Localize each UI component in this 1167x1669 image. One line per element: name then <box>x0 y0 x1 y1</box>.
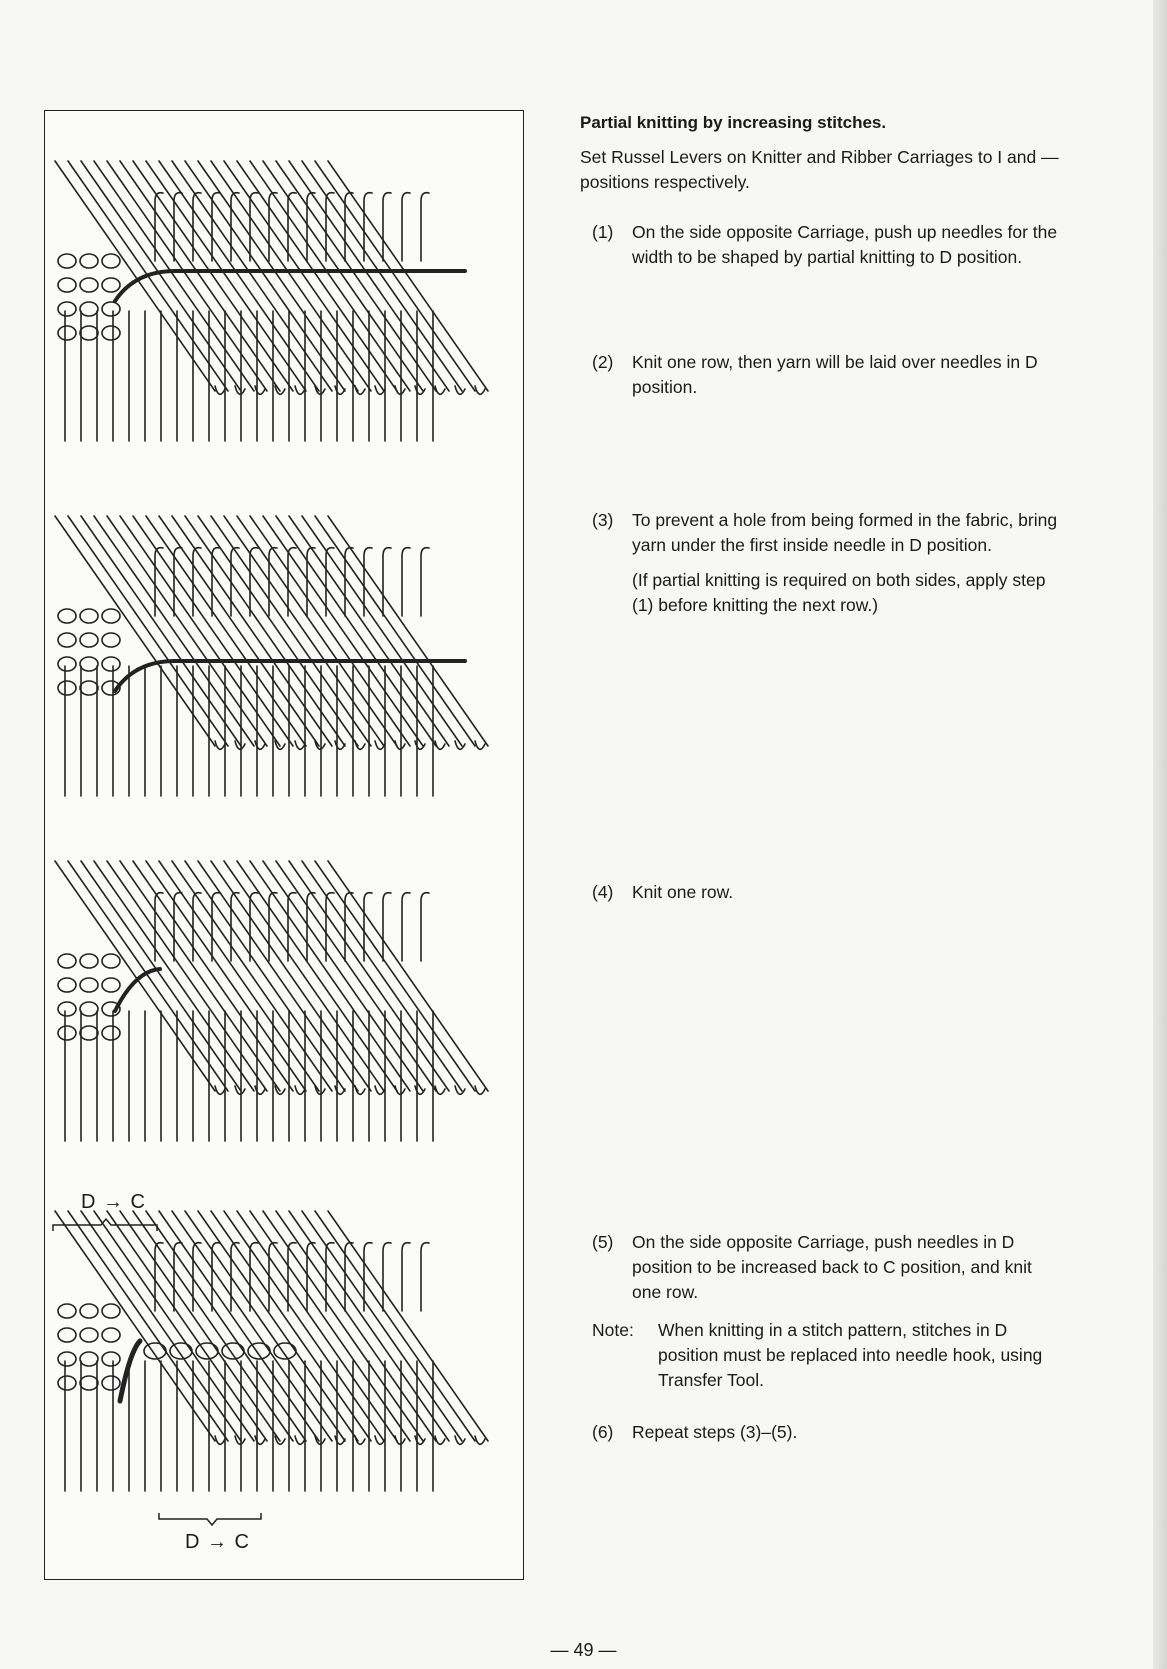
intro-paragraph: Set Russel Levers on Knitter and Ribber Carriages to I and — positions respectively. <box>580 147 1059 192</box>
step-3-remark <box>580 568 1065 618</box>
step-text: On the side opposite Carriage, push needles in D position to be increased back to C position, and knit one row. <box>632 1232 1032 1302</box>
section-heading: Partial knitting by increasing stitches. <box>580 113 887 132</box>
note-label: Note: <box>592 1320 634 1340</box>
figure-step-4 <box>45 851 525 1151</box>
step-text: Knit one row, then yarn will be laid over needles in D position. <box>632 352 1038 397</box>
step-number: (1) <box>592 222 614 242</box>
step-number: (3) <box>592 510 614 530</box>
figure-step-1-2 <box>45 151 525 451</box>
step-1 <box>580 220 1065 270</box>
page-edge-shadow <box>1153 0 1167 1669</box>
figure-step-5 <box>45 1201 525 1501</box>
page-number: — 49 — <box>550 1640 617 1660</box>
step-2 <box>580 350 1065 400</box>
label-d-to-c-top: D → C <box>81 1191 146 1213</box>
note <box>580 1318 1065 1393</box>
step-4 <box>580 880 1065 905</box>
step-number: (6) <box>592 1422 614 1442</box>
step-6 <box>580 1420 1065 1445</box>
step-number: (5) <box>592 1232 614 1252</box>
instructions-column <box>580 110 1065 1442</box>
step-number: (4) <box>592 882 614 902</box>
step-text: On the side opposite Carriage, push up needles for the width to be shaped by partial knitting to D position. <box>632 222 1058 267</box>
step-5 <box>580 1230 1065 1305</box>
label-d-to-c-bottom: D → C <box>185 1531 250 1553</box>
step-number: (2) <box>592 352 614 372</box>
step-text: Knit one row. <box>632 882 734 902</box>
step-text: Repeat steps (3)–(5). <box>632 1422 798 1442</box>
step-text: (If partial knitting is required on both sides, apply step (1) before knitting the next row.) <box>632 570 1046 615</box>
brace-bottom <box>157 1511 265 1527</box>
illustration-panel <box>44 110 524 1580</box>
note-text: When knitting in a stitch pattern, stitches in D position must be replaced into needle hook, using Transfer Tool. <box>658 1320 1043 1390</box>
figure-step-3 <box>45 506 525 806</box>
step-text: To prevent a hole from being formed in the fabric, bring yarn under the first inside needle in D position. <box>632 510 1058 555</box>
step-3 <box>580 508 1065 558</box>
